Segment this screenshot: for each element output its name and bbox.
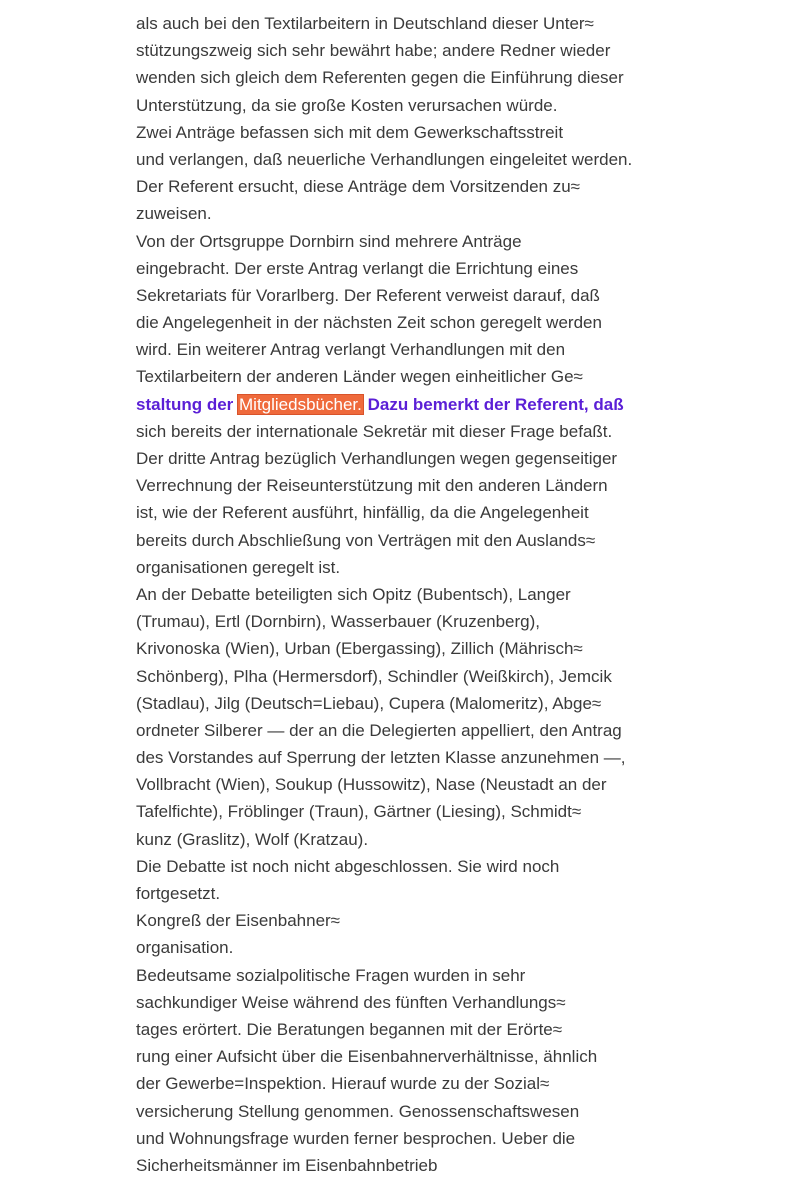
text-line: rung einer Aufsicht über die Eisenbahnerverhältnisse, ähnlich bbox=[136, 1047, 598, 1067]
text-line: wenden sich gleich dem Referenten gegen die Einführung dieser bbox=[136, 68, 624, 88]
text-line: ordneter Silberer — der an die Delegierten appelliert, den Antrag bbox=[136, 720, 622, 740]
text-line: sich bereits der internationale Sekretär mit dieser Frage befaßt. bbox=[136, 421, 613, 441]
highlighted-word[interactable]: Mitgliedsbücher. bbox=[239, 394, 362, 414]
text-line: (Stadlau), Jilg (Deutsch=Liebau), Cupera (Malomeritz), Abge≈ bbox=[136, 693, 602, 713]
section-heading-line: Kongreß der Eisenbahner≈ bbox=[136, 911, 341, 931]
text-line: Der Referent ersucht, diese Anträge dem Vorsitzenden zu≈ bbox=[136, 177, 581, 197]
text-line: Sicherheitsmänner im Eisenbahnbetrieb bbox=[136, 1155, 438, 1175]
text-line: ist, wie der Referent ausführt, hinfällig, da die Angelegenheit bbox=[136, 503, 589, 523]
text-line: wird. Ein weiterer Antrag verlangt Verhandlungen mit den bbox=[136, 340, 566, 360]
text-line: bereits durch Abschließung von Verträgen mit den Auslands≈ bbox=[136, 530, 596, 550]
text-line: stützungszweig sich sehr bewährt habe; andere Redner wieder bbox=[136, 41, 611, 61]
text-line: Textilarbeitern der anderen Länder wegen einheitlicher Ge≈ bbox=[136, 367, 583, 387]
text-line: Verrechnung der Reiseunterstützung mit den anderen Ländern bbox=[136, 476, 608, 496]
text-line: Der dritte Antrag bezüglich Verhandlungen wegen gegenseitiger bbox=[136, 449, 618, 468]
text-line: und verlangen, daß neuerliche Verhandlungen eingeleitet werden. bbox=[136, 149, 633, 169]
text-line: Krivonoska (Wien), Urban (Ebergassing), Zillich (Mährisch≈ bbox=[136, 639, 583, 659]
text-line: fortgesetzt. bbox=[136, 884, 221, 903]
text-line: zuweisen. bbox=[136, 204, 212, 224]
text-line: kunz (Graslitz), Wolf (Kratzau). bbox=[136, 829, 369, 849]
text-line: tages erörtert. Die Beratungen begannen mit der Erörte≈ bbox=[136, 1019, 563, 1039]
text-line: An der Debatte beteiligten sich Opitz (Bubentsch), Langer bbox=[136, 584, 571, 604]
selected-text-line[interactable] bbox=[136, 391, 696, 418]
text-line: Die Debatte ist noch nicht abgeschlossen. Sie wird noch bbox=[136, 856, 560, 876]
document-text bbox=[136, 10, 696, 1179]
selected-text-after[interactable]: Dazu bemerkt der Referent, daß bbox=[362, 394, 624, 414]
text-line: Zwei Anträge befassen sich mit dem Gewerkschaftsstreit bbox=[136, 122, 564, 142]
text-line: der Gewerbe=Inspektion. Hierauf wurde zu der Sozial≈ bbox=[136, 1074, 550, 1094]
text-line: Von der Ortsgruppe Dornbirn sind mehrere Anträge bbox=[136, 231, 522, 251]
text-line: Unterstützung, da sie große Kosten verursachen würde. bbox=[136, 95, 558, 115]
section-heading-line: organisation. bbox=[136, 938, 234, 958]
text-line: Bedeutsame sozialpolitische Fragen wurden in sehr bbox=[136, 965, 526, 985]
text-line: des Vorstandes auf Sperrung der letzten Klasse anzunehmen —, bbox=[136, 748, 626, 768]
text-line: versicherung Stellung genommen. Genossenschaftswesen bbox=[136, 1101, 580, 1121]
selected-text-before[interactable]: staltung der bbox=[136, 394, 239, 414]
text-line: eingebracht. Der erste Antrag verlangt die Errichtung eines bbox=[136, 258, 579, 278]
text-line: Tafelfichte), Fröblinger (Traun), Gärtner (Liesing), Schmidt≈ bbox=[136, 802, 582, 822]
text-line: und Wohnungsfrage wurden ferner besprochen. Ueber die bbox=[136, 1128, 576, 1148]
text-line: Sekretariats für Vorarlberg. Der Referent verweist darauf, daß bbox=[136, 285, 600, 305]
text-line: die Angelegenheit in der nächsten Zeit schon geregelt werden bbox=[136, 313, 602, 333]
text-line: Vollbracht (Wien), Soukup (Hussowitz), Nase (Neustadt an der bbox=[136, 775, 607, 795]
text-line: sachkundiger Weise während des fünften Verhandlungs≈ bbox=[136, 992, 566, 1012]
text-line: organisationen geregelt ist. bbox=[136, 557, 341, 577]
text-line: als auch bei den Textilarbeitern in Deutschland dieser Unter≈ bbox=[136, 14, 594, 33]
text-line: (Trumau), Ertl (Dornbirn), Wasserbauer (Kruzenberg), bbox=[136, 612, 541, 632]
text-line: Schönberg), Plha (Hermersdorf), Schindler (Weißkirch), Jemcik bbox=[136, 666, 612, 686]
